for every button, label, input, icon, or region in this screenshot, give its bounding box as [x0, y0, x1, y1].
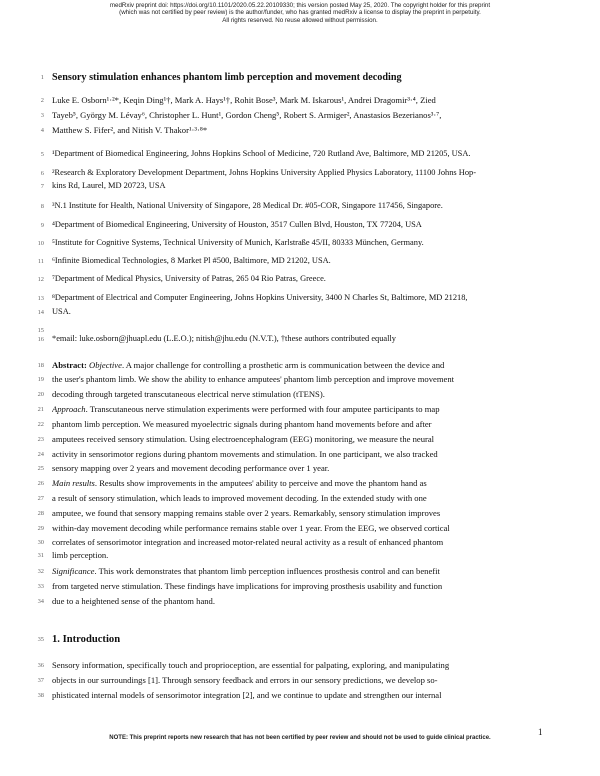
header-line-1: medRxiv preprint doi: https://doi.org/10.1101/2020.05.22.20109330; this version posted May 25, 2020. The copyright holder for this preprint — [109, 2, 491, 9]
text-line — [52, 434, 546, 444]
line-text: ⁶Infinite Biomedical Technologies, 8 Market Pl #500, Baltimore, MD 21202, USA. — [52, 256, 331, 265]
line-text: ³N.1 Institute for Health, National University of Singapore, 28 Medical Dr. #05-COR, Singapore 117456, Singapore. — [52, 201, 443, 210]
text-line — [52, 256, 546, 265]
line-number: 30 — [37, 539, 44, 546]
line-text: ²Research & Exploratory Development Department, Johns Hopkins University Applied Physics Laboratory, 11100 Johns Hop- — [52, 168, 476, 177]
line-number: 4 — [40, 127, 44, 134]
text-line — [52, 508, 546, 518]
line-text: ⁵Institute for Cognitive Systems, Technical University of Munich, Karlstraße 45/II, 80333 München, Germany. — [52, 238, 424, 247]
text-line — [52, 690, 546, 700]
section-heading — [52, 634, 546, 645]
line-number: 24 — [37, 451, 44, 458]
line-text: ¹Department of Biomedical Engineering, Johns Hopkins School of Medicine, 720 Rutland Ave, Baltimore, MD 21205, USA. — [52, 149, 471, 158]
line-number: 18 — [37, 362, 44, 369]
line-number: 31 — [37, 552, 44, 559]
line-text: due to a heightened sense of the phantom hand. — [52, 596, 215, 606]
line-text: Tayeb⁵, György M. Lévay⁶, Christopher L. Hunt¹, Gordon Cheng⁵, Robert S. Armiger², Anastasios Bezerianos³·⁷, — [52, 110, 442, 120]
line-number: 22 — [37, 421, 44, 428]
line-text: . Transcutaneous nerve stimulation experiments were performed with four amputee participants to map — [85, 404, 440, 414]
text-line — [52, 478, 546, 488]
header-line-3: All rights reserved. No reuse allowed without permission. — [222, 16, 378, 24]
line-number: 27 — [37, 495, 44, 502]
line-number: 29 — [37, 525, 44, 532]
subsection-label: Approach — [52, 404, 86, 414]
line-text: amputees received sensory stimulation. Using electroencephalogram (EEG) monitoring, we measure the neural — [52, 434, 435, 444]
text-line — [52, 125, 546, 135]
text-line — [52, 201, 546, 210]
text-line — [52, 523, 546, 533]
abstract-label: Abstract: — [52, 360, 89, 370]
line-text: Sensory information, specifically touch and proprioception, are essential for palpating, exploring, and manipulating — [52, 660, 450, 670]
line-number: 35 — [37, 636, 44, 643]
line-text: ⁴Department of Biomedical Engineering, University of Houston, 3517 Cullen Blvd, Houston, TX 77204, USA — [52, 220, 422, 229]
paper-title — [52, 72, 546, 83]
line-text: . Results show improvements in the amputees' ability to perceive and move the phantom hand as — [94, 478, 427, 488]
text-line — [52, 293, 546, 302]
text-line — [52, 149, 546, 158]
line-text: decoding through targeted transcutaneous electrical nerve stimulation (tTENS). — [52, 389, 325, 399]
preprint-header — [0, 2, 600, 24]
text-line — [52, 110, 546, 120]
line-number: 11 — [37, 258, 44, 265]
text-line — [52, 220, 546, 229]
line-number: 14 — [37, 309, 44, 316]
line-text: activity in sensorimotor regions during phantom movements and stimulation. In one participant, we also tracked — [52, 449, 438, 459]
text-line — [52, 389, 546, 399]
text-line — [52, 404, 546, 414]
line-text: Luke E. Osborn¹·²*, Keqin Ding¹†, Mark A. Hays¹†, Rohit Bose³, Mark M. Iskarous¹, Andrei Dragomir³·⁴, Zied — [52, 95, 436, 105]
line-text: ⁸Department of Electrical and Computer Engineering, Johns Hopkins University, 3400 N Charles St, Baltimore, MD 21218, — [52, 293, 468, 302]
line-text: amputee, we found that sensory mapping remains stable over 2 years. Remarkably, sensory stimulation improves — [52, 508, 441, 518]
subsection-label: Significance — [52, 566, 95, 576]
line-number: 15 — [37, 327, 44, 334]
line-number: 16 — [37, 336, 44, 343]
line-number: 9 — [40, 222, 44, 229]
line-text: within-day movement decoding while performance remains stable over 1 year. From the EEG, we observed cortical — [52, 523, 450, 533]
line-text: the user's phantom limb. We show the ability to enhance amputees' phantom limb perception and improve movement — [52, 374, 455, 384]
line-number: 2 — [40, 97, 44, 104]
line-number: 37 — [37, 677, 44, 684]
subsection-label: Main results — [52, 478, 95, 488]
line-text: *email: luke.osborn@jhuapl.edu (L.E.O.); nitish@jhu.edu (N.V.T.), †these authors contributed equally — [52, 334, 396, 343]
line-text: kins Rd, Laurel, MD 20723, USA — [52, 181, 166, 190]
text-line — [52, 181, 546, 190]
line-number: 33 — [37, 583, 44, 590]
subsection-label: Objective — [89, 360, 122, 370]
text-line — [52, 307, 546, 316]
line-text: from targeted nerve stimulation. These findings have implications for improving prosthesis usability and function — [52, 581, 443, 591]
line-text: limb perception. — [52, 550, 109, 560]
text-line — [52, 334, 546, 343]
text-line — [52, 463, 546, 473]
line-text: objects in our surroundings [1]. Through sensory feedback and errors in our sensory predictions, we develop so- — [52, 675, 438, 685]
header-line-2: (which was not certified by peer review) is the author/funder, who has granted medRxiv a license to display the preprint in perpetuity. — [119, 9, 481, 17]
text-line — [52, 581, 546, 591]
text-line — [52, 550, 546, 560]
line-text: Sensory stimulation enhances phantom limb perception and movement decoding — [52, 72, 402, 83]
line-number: 34 — [37, 598, 44, 605]
text-line — [52, 675, 546, 685]
text-line — [52, 95, 546, 105]
line-text: 1. Introduction — [52, 634, 121, 645]
line-number: 32 — [37, 568, 44, 575]
text-line — [52, 660, 546, 670]
text-line — [52, 374, 546, 384]
line-text: phisticated internal models of sensorimotor integration [2], and we continue to update and strengthen our internal — [52, 690, 442, 700]
line-number: 26 — [37, 480, 44, 487]
line-text: phantom limb perception. We measured myoelectric signals during phantom hand movements before and after — [52, 419, 432, 429]
preprint-footer-note: NOTE: This preprint reports new research that has not been certified by peer review and should not be used to guide clinical practice. — [109, 735, 491, 741]
line-number: 5 — [40, 151, 44, 158]
page-number: 1 — [538, 727, 543, 737]
line-number: 13 — [37, 295, 44, 302]
line-text: a result of sensory stimulation, which leads to improved movement decoding. In the extended study with one — [52, 493, 427, 503]
text-line — [52, 360, 546, 370]
line-number: 7 — [40, 183, 44, 190]
line-number: 38 — [37, 692, 44, 699]
line-text: USA. — [52, 307, 71, 316]
line-number: 10 — [37, 240, 44, 247]
line-text: . This work demonstrates that phantom limb perception influences prosthesis control and can benefit — [94, 566, 440, 576]
text-line — [52, 449, 546, 459]
text-line — [52, 419, 546, 429]
line-number: 1 — [40, 74, 44, 81]
line-text: correlates of sensorimotor integration and increased motor-related neural activity as a result of enhanced phantom — [52, 537, 444, 547]
line-number: 25 — [37, 465, 44, 472]
line-number: 23 — [37, 436, 44, 443]
text-line — [52, 493, 546, 503]
line-number: 8 — [40, 203, 44, 210]
line-number: 19 — [37, 376, 44, 383]
line-number: 3 — [40, 112, 44, 119]
text-line — [52, 274, 546, 283]
line-number: 12 — [37, 276, 44, 283]
line-number: 21 — [37, 406, 44, 413]
line-number: 20 — [37, 391, 44, 398]
line-text: ⁷Department of Medical Physics, University of Patras, 265 04 Rio Patras, Greece. — [52, 274, 326, 283]
text-line — [52, 566, 546, 576]
text-line — [52, 168, 546, 177]
line-text: sensory mapping over 2 years and movement decoding performance over 1 year. — [52, 463, 330, 473]
text-line — [52, 596, 546, 606]
line-number: 28 — [37, 510, 44, 517]
line-text: Matthew S. Fifer², and Nitish V. Thakor¹·³·⁸* — [52, 125, 208, 135]
line-number: 36 — [37, 662, 44, 669]
line-number: 6 — [40, 170, 44, 177]
text-line — [52, 238, 546, 247]
text-line — [52, 537, 546, 547]
line-text: . A major challenge for controlling a prosthetic arm is communication between the device and — [121, 360, 445, 370]
